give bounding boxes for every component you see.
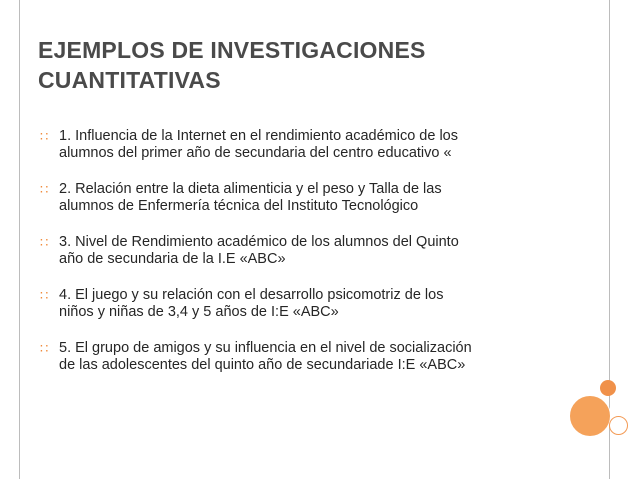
quad-dot-icon: ∷ (40, 341, 49, 356)
decorative-circle-outline (609, 416, 628, 435)
list-item-line: alumnos de Enfermería técnica del Instituto Tecnológico (59, 198, 419, 214)
slide-title (38, 35, 598, 95)
decorative-circle-large (569, 395, 611, 437)
list-item (40, 287, 560, 321)
decorative-circle-small (600, 380, 616, 396)
quad-dot-icon: ∷ (40, 235, 49, 250)
quad-dot-icon: ∷ (40, 288, 49, 303)
list-item-line: 1. Influencia de la Internet en el rendimiento académico de los (59, 128, 458, 144)
slide-title-line: CUANTITATIVAS (38, 67, 221, 93)
list-item-line: alumnos del primer año de secundaria del centro educativo « (59, 145, 452, 161)
list-item-line: año de secundaria de la I.E «ABC» (59, 251, 286, 267)
slide-title-line: EJEMPLOS DE INVESTIGACIONES (38, 37, 426, 63)
list-item-line: 3. Nivel de Rendimiento académico de los alumnos del Quinto (59, 234, 459, 250)
list-item (40, 340, 560, 374)
list-item (40, 234, 560, 268)
frame-line-left (19, 0, 20, 479)
list-item-line: 5. El grupo de amigos y su influencia en el nivel de socialización (59, 340, 472, 356)
quad-dot-icon: ∷ (40, 129, 49, 144)
list-item-line: de las adolescentes del quinto año de secundariade I:E «ABC» (59, 357, 466, 373)
list-item (40, 181, 560, 215)
list-item-line: 4. El juego y su relación con el desarrollo psicomotriz de los (59, 287, 444, 303)
list-item-line: niños y niñas de 3,4 y 5 años de I:E «ABC» (59, 304, 339, 320)
quad-dot-icon: ∷ (40, 182, 49, 197)
list-item-line: 2. Relación entre la dieta alimenticia y el peso y Talla de las (59, 181, 442, 197)
bullet-list (40, 128, 560, 393)
list-item (40, 128, 560, 162)
